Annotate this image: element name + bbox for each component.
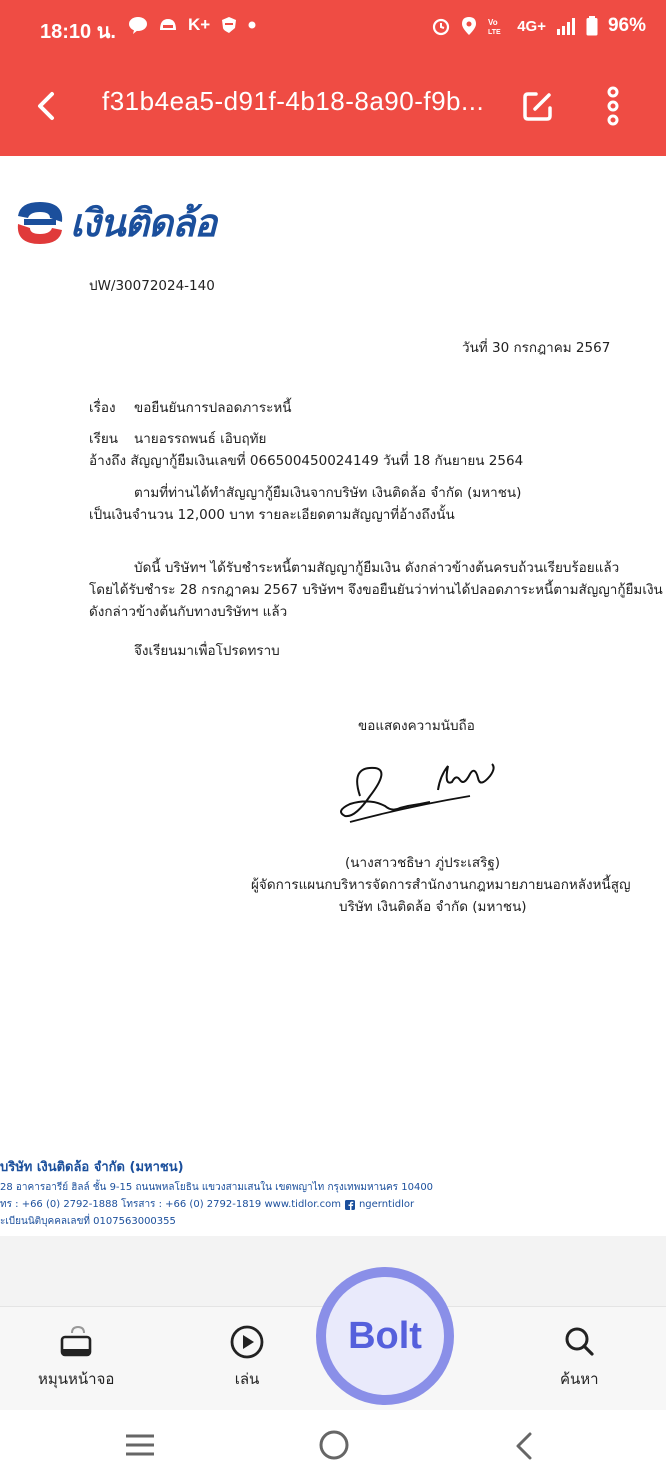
back-arrow-icon: [28, 86, 68, 126]
document-title: f31b4ea5-d91f-4b18-8a90-f9b...: [102, 86, 485, 116]
network-type: 4G+: [517, 17, 546, 35]
app-bar: [0, 56, 666, 156]
line-app-icon: [128, 16, 148, 34]
search-button[interactable]: [560, 1323, 599, 1391]
paragraph-1-line-2: เป็นเงินจำนวน 12,000 บาท รายละเอียดตามสัญญาที่อ้างถึงนั้น: [89, 507, 455, 523]
footer-company-name: บริษัท เงินติดล้อ จำกัด (มหาชน): [0, 1160, 184, 1175]
regards-text: ขอแสดงความนับถือ: [358, 718, 475, 734]
paragraph-2-line-1: บัดนี้ บริษัทฯ ได้รับชำระหนี้ตามสัญญากู้ยืมเงิน ดังกล่าวข้างต้นครบถ้วนเรียบร้อยแล้ว: [134, 560, 620, 576]
system-navigation-bar: [0, 1410, 666, 1480]
edit-button[interactable]: [518, 86, 558, 126]
helmet-icon: [158, 16, 178, 34]
footer-address: 28 อาคารอารีย์ ฮิลล์ ชั้น 9-15 ถนนพหลโยธิน แขวงสามเสนใน เขตพญาไท กรุงเทพมหานคร 10400: [0, 1182, 434, 1193]
to-name: นายอรรถพนธ์ เอิบฤทัย: [134, 431, 267, 447]
status-time: 18:10 น.: [40, 21, 116, 43]
play-icon: [228, 1323, 266, 1361]
more-vertical-icon: [598, 86, 628, 126]
alarm-icon: [431, 16, 451, 36]
closing-text: จึงเรียนมาเพื่อโปรดทราบ: [134, 643, 280, 659]
paragraph-1-line-1: ตามที่ท่านได้ทำสัญญากู้ยืมเงินจากบริษัท เงินติดล้อ จำกัด (มหาชน): [134, 485, 522, 501]
subject-text: ขอยืนยันการปลอดภาระหนี้: [134, 400, 292, 416]
more-options-button[interactable]: [598, 86, 628, 126]
rotate-screen-icon: [58, 1323, 94, 1361]
search-label: ค้นหา: [560, 1370, 599, 1388]
reference-number: ปW/30072024-140: [89, 278, 215, 294]
letter-date: วันที่ 30 กรกฎาคม 2567: [462, 340, 611, 356]
bolt-floating-bubble[interactable]: [316, 1267, 454, 1405]
volte-icon: [487, 16, 507, 36]
back-button[interactable]: [28, 86, 68, 126]
battery-level: 96%: [607, 15, 646, 36]
system-status: [431, 15, 646, 37]
shield-app-icon: [220, 16, 238, 34]
footer-contact-row: [0, 1197, 414, 1212]
paragraph-2-line-3: ดังกล่าวข้างต้นกับทางบริษัทฯ แล้ว: [89, 604, 288, 620]
document-view[interactable]: [0, 156, 666, 1236]
signer-name: (นางสาวชธิษา ภู่ประเสริฐ): [345, 855, 501, 871]
paragraph-2-line-2: โดยได้รับชำระ 28 กรกฎาคม 2567 บริษัทฯ จึงขอยืนยันว่าท่านได้ปลอดภาระหนี้ตามสัญญากู้ยืมเงิน: [89, 582, 663, 598]
rotate-screen-button[interactable]: [38, 1323, 114, 1391]
svg-text:Vo: Vo: [488, 18, 498, 27]
bolt-logo: Bolt: [326, 1277, 444, 1395]
signal-icon: [556, 17, 576, 35]
recent-apps-icon: [120, 1428, 160, 1462]
logo-text: เงินติดล้อ: [70, 203, 216, 245]
battery-icon: [586, 16, 598, 36]
company-logo: [14, 192, 216, 253]
dot-icon: [248, 21, 256, 29]
home-icon: [314, 1426, 354, 1466]
status-bar: [0, 0, 666, 56]
signer-company: บริษัท เงินติดล้อ จำกัด (มหาชน): [339, 899, 527, 915]
reference-line: อ้างถึง สัญญากู้ยืมเงินเลขที่ 066500450024149 วันที่ 18 กันยายน 2564: [89, 453, 524, 469]
home-button[interactable]: [314, 1426, 354, 1466]
search-icon: [560, 1323, 598, 1361]
location-icon: [461, 16, 477, 36]
signature: [330, 756, 510, 836]
subject-label: เรื่อง: [89, 400, 116, 416]
play-label: เล่น: [234, 1370, 260, 1388]
play-button[interactable]: [228, 1323, 266, 1391]
recent-apps-button[interactable]: [120, 1428, 160, 1462]
tidlor-logo-icon: [14, 200, 66, 246]
facebook-icon: [345, 1200, 355, 1210]
footer-facebook: ngerntidlor: [358, 1199, 415, 1210]
kplus-badge: K+: [188, 15, 211, 34]
edit-icon: [518, 86, 558, 126]
rotate-label: หมุนหน้าจอ: [38, 1370, 115, 1388]
svg-text:LTE: LTE: [488, 29, 501, 36]
system-back-icon: [506, 1426, 542, 1466]
footer-contact: ทร : +66 (0) 2792-1888 โทรสาร : +66 (0) 2792-1819 www.tidlor.com: [0, 1199, 341, 1210]
system-back-button[interactable]: [506, 1426, 542, 1466]
notification-icons: [128, 15, 256, 35]
to-label: เรียน: [89, 431, 119, 447]
signer-title: ผู้จัดการแผนกบริหารจัดการสำนักงานกฎหมายภายนอกหลังหนี้สูญ: [251, 877, 631, 893]
footer-registration: ะเบียนนิติบุคคลเลขที่ 0107563000355: [0, 1216, 176, 1227]
